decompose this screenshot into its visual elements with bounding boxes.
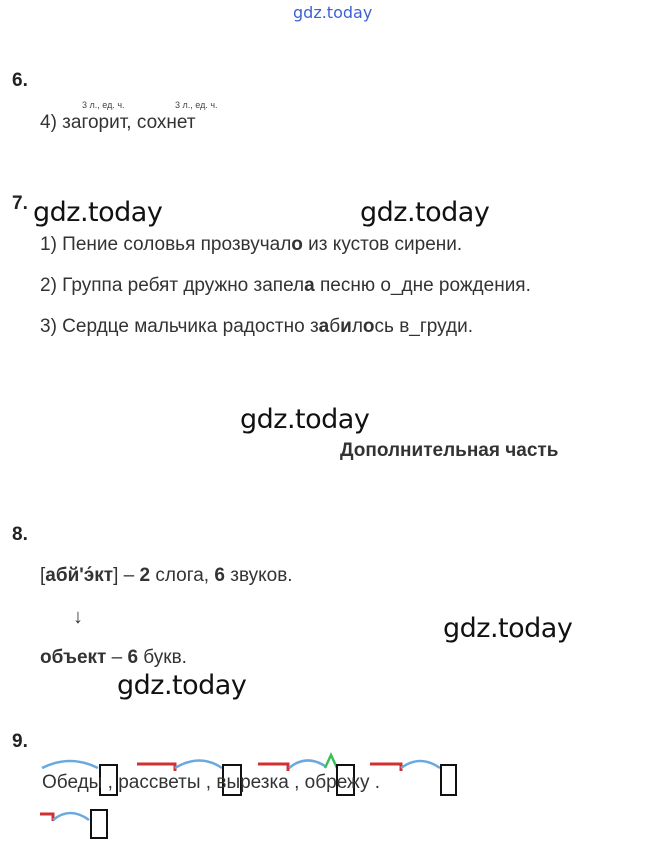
period: .: [369, 772, 381, 793]
separator: ,: [102, 772, 119, 793]
prefix-mark: [370, 764, 401, 771]
bracket: ]: [113, 565, 119, 586]
task-6-answer: 4) загорит, сохнет: [40, 112, 196, 133]
watermark: gdz.today: [117, 670, 247, 701]
watermark: gdz.today: [33, 197, 163, 228]
letter-count: 6: [127, 647, 139, 668]
word: рассветы: [118, 772, 201, 793]
watermark: gdz.today: [360, 197, 490, 228]
sentence-text: песню о_дне рождения.: [314, 275, 531, 296]
task-9-number: 9.: [12, 731, 28, 752]
prefix-mark: [258, 764, 288, 771]
watermark: gdz.today: [443, 613, 573, 644]
bracket: [: [40, 565, 46, 586]
letter-label: букв.: [138, 647, 187, 668]
word: вырезка: [216, 772, 289, 793]
root-arc: [289, 760, 325, 768]
sentence-text: л: [351, 316, 363, 337]
ending-letter: а: [304, 275, 315, 296]
root-arc: [401, 761, 440, 768]
sentence-text: сь в_груди.: [374, 316, 474, 337]
separator: ,: [200, 772, 217, 793]
sentence-text: 3) Сердце мальчика радостно з: [40, 316, 319, 337]
prefix-mark: [40, 814, 53, 821]
dash: –: [106, 647, 128, 668]
root-arc: [42, 761, 98, 768]
root-arc: [175, 761, 222, 769]
watermark: gdz.today: [240, 404, 370, 435]
suffix-mark: [325, 755, 337, 768]
sentence-text: б: [329, 316, 341, 337]
prefix-mark: [137, 764, 175, 771]
sentence-text: 1) Пение соловья прозвучал: [40, 234, 292, 255]
transcription-text: абй'э́кт: [45, 565, 114, 586]
dash: –: [118, 565, 140, 586]
ending-letter: о: [291, 234, 303, 255]
root-arc: [53, 813, 89, 820]
syllable-count: 2: [139, 565, 151, 586]
ending-box: [441, 765, 456, 795]
task-9-words: [42, 772, 380, 794]
word: обрежу: [304, 772, 370, 793]
sound-count: 6: [214, 565, 225, 586]
word: Обеды: [42, 772, 103, 793]
down-arrow-icon: ↓: [73, 606, 83, 628]
bold-letter: а: [318, 316, 330, 337]
ending-box: [91, 810, 107, 838]
bold-letter: и: [340, 316, 352, 337]
sentence-text: 2) Группа ребят дружно запел: [40, 275, 305, 296]
task-6-number: 6.: [12, 70, 28, 91]
section-heading: Дополнительная часть: [340, 440, 559, 461]
word-bold: объект: [40, 647, 107, 668]
watermark-top: gdz.today: [293, 3, 373, 22]
task-6-annotation-2: 3 л., ед. ч.: [175, 100, 218, 110]
separator: ,: [288, 772, 305, 793]
bold-letter: о: [362, 316, 375, 337]
sound-label: звуков.: [224, 565, 293, 586]
syllable-label: слога,: [150, 565, 215, 586]
task-7-number: 7.: [12, 193, 28, 214]
task-8-number: 8.: [12, 524, 28, 545]
task-6-annotation-1: 3 л., ед. ч.: [82, 100, 125, 110]
sentence-text: из кустов сирени.: [302, 234, 463, 255]
